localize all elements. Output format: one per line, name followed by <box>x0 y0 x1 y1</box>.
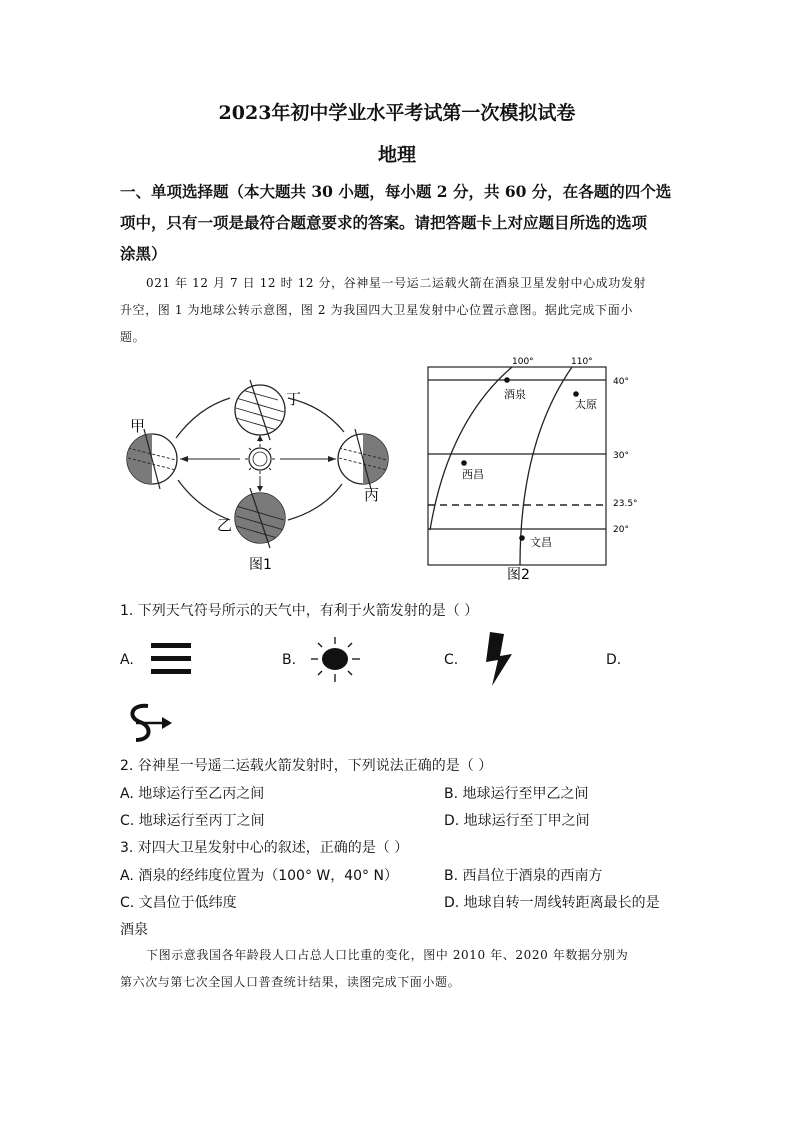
q1-option-c-label: C. <box>444 652 459 668</box>
figure1-caption: 图1 <box>249 557 272 573</box>
fog-icon <box>149 640 193 678</box>
site-taiyuan-dot <box>573 391 579 397</box>
label-ding: 丁 <box>286 390 302 408</box>
q1-option-d-label: D. <box>606 652 622 668</box>
section-heading-line3: 涂黑） <box>120 244 167 263</box>
label-bing: 丙 <box>364 486 380 504</box>
intro-line2: 升空，图 1 为地球公转示意图，图 2 为我国四大卫星发射中心位置示意图。据此完成下面小 <box>120 303 633 317</box>
subject-title: 地理 <box>377 144 416 166</box>
lat-30: 30° <box>613 451 629 461</box>
lightning-icon <box>484 630 516 688</box>
site-jiuquan-dot <box>504 377 510 383</box>
figure1-earth-revolution <box>118 368 400 582</box>
q1-option-a-label: A. <box>120 652 134 668</box>
q3-stem: 3. 对四大卫星发射中心的叙述，正确的是（ ） <box>120 840 409 856</box>
earth-bing-icon <box>338 429 388 489</box>
sun-icon <box>245 444 275 474</box>
site-jiuquan: 酒泉 <box>504 388 526 401</box>
q3-option-b[interactable]: B. 西昌位于酒泉的西南方 <box>444 868 603 884</box>
intro-line1: 021 年 12 月 7 日 12 时 12 分，谷神星一号运二运载火箭在酒泉卫星发射中心成功发射 <box>146 276 647 290</box>
q2-stem: 2. 谷神星一号遥二运载火箭发射时，下列说法正确的是（ ） <box>120 758 493 774</box>
q3-option-d[interactable]: D. 地球自转一周线转距离最长的是 <box>444 895 660 911</box>
intro2-line2: 第六次与第七次全国人口普查统计结果，读图完成下面小题。 <box>120 975 461 989</box>
earth-ding-icon <box>235 380 285 440</box>
lat-23-5: 23.5° <box>613 499 638 509</box>
lat-20: 20° <box>613 525 629 535</box>
q1-option-b-label: B. <box>282 652 297 668</box>
section-heading-line1: 一、单项选择题（本大题共 30 小题，每小题 2 分，共 60 分，在各题的四个选 <box>120 182 672 201</box>
intro-line3: 题。 <box>120 330 146 344</box>
lat-40: 40° <box>613 377 629 387</box>
intro2-line1: 下图示意我国各年龄段人口占总人口比重的变化，图中 2010 年、2020 年数据分别为 <box>146 948 629 962</box>
q3-option-a[interactable]: A. 酒泉的经纬度位置为（100° W，40° N） <box>120 868 398 884</box>
q3-option-d-continued: 酒泉 <box>120 922 148 938</box>
q3-option-c[interactable]: C. 文昌位于低纬度 <box>120 895 237 911</box>
site-taiyuan: 太原 <box>575 398 597 411</box>
site-xichang: 西昌 <box>462 468 484 481</box>
q2-option-a[interactable]: A. 地球运行至乙丙之间 <box>120 786 265 802</box>
site-wenchang: 文昌 <box>530 536 552 549</box>
figure2-caption: 图2 <box>507 567 530 583</box>
lon-100: 100° <box>512 357 534 367</box>
site-xichang-dot <box>461 460 467 466</box>
earth-yi-icon <box>235 488 285 548</box>
section-heading-line2: 项中，只有一项是最符合题意要求的答案。请把答题卡上对应题目所选的选项 <box>120 213 648 232</box>
lon-110: 110° <box>571 357 593 367</box>
sunny-icon <box>308 634 364 686</box>
figure2-launch-centers-map <box>420 352 650 588</box>
q2-option-b[interactable]: B. 地球运行至甲乙之间 <box>444 786 589 802</box>
label-jia: 甲 <box>130 417 146 435</box>
earth-jia-icon <box>127 429 177 489</box>
typhoon-icon <box>122 700 176 746</box>
site-wenchang-dot <box>519 535 525 541</box>
q1-stem: 1. 下列天气符号所示的天气中，有利于火箭发射的是（ ） <box>120 603 479 619</box>
exam-title: 2023年初中学业水平考试第一次模拟试卷 <box>218 102 576 124</box>
q2-option-d[interactable]: D. 地球运行至丁甲之间 <box>444 813 590 829</box>
label-yi: 乙 <box>217 516 233 534</box>
q2-option-c[interactable]: C. 地球运行至丙丁之间 <box>120 813 265 829</box>
